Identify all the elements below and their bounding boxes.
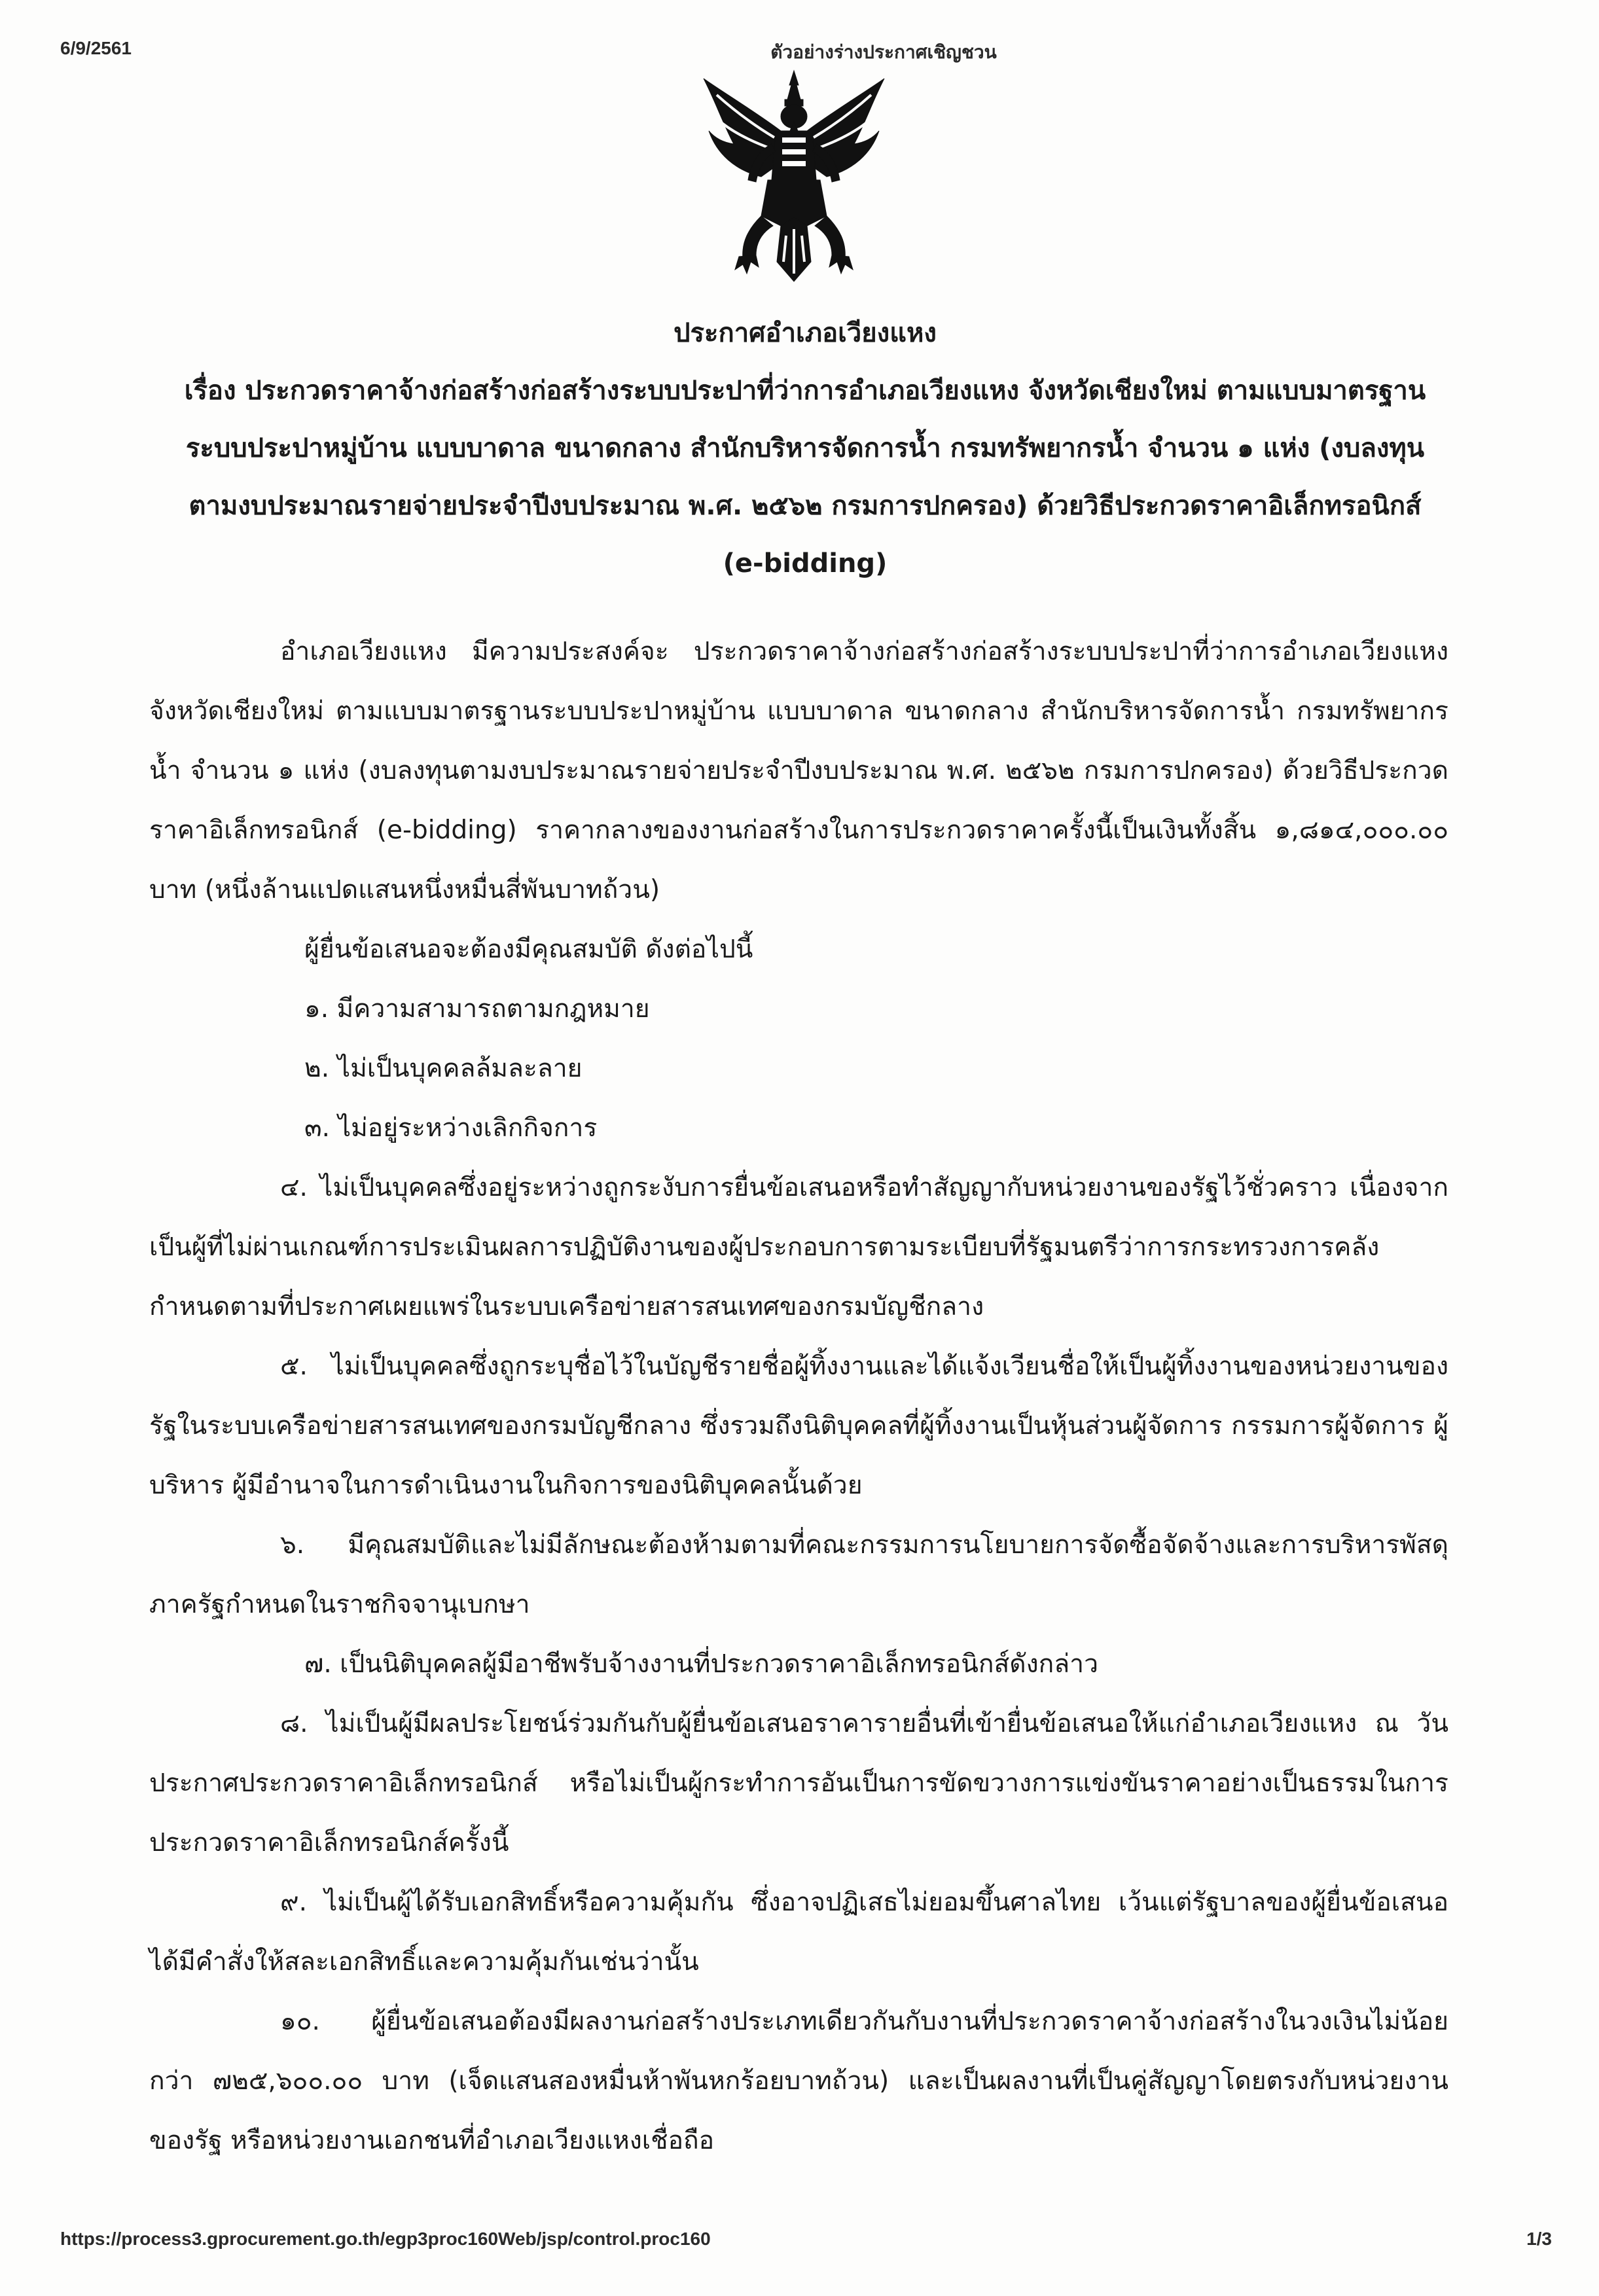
qualification-item: ๙. ไม่เป็นผู้ได้รับเอกสิทธิ์หรือความคุ้มกัน ซึ่งอาจปฏิเสธไม่ยอมขึ้นศาลไทย เว้นแต่รัฐบาลของผู้ยื่นข้อเสนอได้มีคำสั่งให้สละเอกสิทธิ์และความคุ้มกันเช่นว่านั้น — [149, 1888, 1448, 1977]
source-url: https://process3.gprocurement.go.th/egp3proc160Web/jsp/control.proc160 — [60, 2229, 711, 2249]
qualification-item: ๕. ไม่เป็นบุคคลซึ่งถูกระบุชื่อไว้ในบัญชีรายชื่อผู้ทิ้งงานและได้แจ้งเวียนชื่อให้เป็นผู้ทิ้งงานของหน่วยงานของรัฐในระบบเครือข่ายสารสนเทศของกรมบัญชีกลาง ซึ่งรวมถึงนิติบุคคลที่ผู้ทิ้งงานเป็นหุ้นส่วนผู้จัดการ กรรมการผู้จัดการ ผู้บริหาร ผู้มีอำนาจในการดำเนินงานในกิจการของนิติบุคคลนั้นด้วย — [149, 1352, 1448, 1500]
qualification-item: ๓. ไม่อยู่ระหว่างเลิกกิจการ — [304, 1113, 598, 1143]
qualification-heading: ผู้ยื่นข้อเสนอจะต้องมีคุณสมบัติ ดังต่อไปนี้ — [304, 935, 753, 964]
announcement-body — [149, 622, 1448, 2170]
qualification-item: ๑. มีความสามารถตามกฎหมาย — [304, 994, 650, 1024]
issuer-title: ประกาศอำเภอเวียงแหง — [674, 318, 937, 348]
draft-label: ตัวอย่างร่างประกาศเชิญชวน — [770, 41, 997, 63]
qualification-item: ๒. ไม่เป็นบุคคลล้มละลาย — [304, 1054, 583, 1083]
page-number: 1/3 — [1526, 2229, 1552, 2249]
qualification-item: ๘. ไม่เป็นผู้มีผลประโยชน์ร่วมกันกับผู้ยื่นข้อเสนอราคารายอื่นที่เข้ายื่นข้อเสนอให้แก่อำเภอเวียงแหง ณ วันประกาศประกวดราคาอิเล็กทรอนิกส์ หรือไม่เป็นผู้กระทำการอันเป็นการขัดขวางการแข่งขันราคาอย่างเป็นธรรมในการประกวดราคาอิเล็กทรอนิกส์ครั้งนี้ — [149, 1709, 1448, 1857]
qualification-item: ๑๐. ผู้ยื่นข้อเสนอต้องมีผลงานก่อสร้างประเภทเดียวกันกับงานที่ประกวดราคาจ้างก่อสร้างในวงเงินไม่น้อยกว่า ๗๒๕,๖๐๐.๐๐ บาท (เจ็ดแสนสองหมื่นห้าพันหกร้อยบาทถ้วน) และเป็นผลงานที่เป็นคู่สัญญาโดยตรงกับหน่วยงานของรัฐ หรือหน่วยงานเอกชนที่อำเภอเวียงแหงเชื่อถือ — [149, 2007, 1448, 2155]
qualification-item: ๗. เป็นนิติบุคคลผู้มีอาชีพรับจ้างงานที่ประกวดราคาอิเล็กทรอนิกส์ดังกล่าว — [304, 1649, 1098, 1679]
garuda-emblem — [696, 65, 892, 288]
intro-paragraph: อำเภอเวียงแหง มีความประสงค์จะ ประกวดราคาจ้างก่อสร้างก่อสร้างระบบประปาที่ว่าการอำเภอเวียงแหง จังหวัดเชียงใหม่ ตามแบบมาตรฐานระบบประปาหมู่บ้าน แบบบาดาล ขนาดกลาง สำนักบริหารจัดการน้ำ กรมทรัพยากรน้ำ จำนวน ๑ แห่ง (งบลงทุนตามงบประมาณรายจ่ายประจำปีงบประมาณ พ.ศ. ๒๕๖๒ กรมการปกครอง) ด้วยวิธีประกวดราคาอิเล็กทรอนิกส์ (e-bidding) ราคากลางของงานก่อสร้างในการประกวดราคาครั้งนี้เป็นเงินทั้งสิ้น ๑,๘๑๔,๐๐๐.๐๐ บาท (หนึ่งล้านแปดแสนหนึ่งหมื่นสี่พันบาทถ้วน) — [149, 637, 1448, 905]
print-date: 6/9/2561 — [60, 38, 132, 58]
qualification-item: ๔. ไม่เป็นบุคคลซึ่งอยู่ระหว่างถูกระงับการยื่นข้อเสนอหรือทำสัญญากับหน่วยงานของรัฐไว้ชั่วคราว เนื่องจากเป็นผู้ที่ไม่ผ่านเกณฑ์การประเมินผลการปฏิบัติงานของผู้ประกอบการตามระเบียบที่รัฐมนตรีว่าการกระทรวงการคลังกำหนดตามที่ประกาศเผยแพร่ในระบบเครือข่ายสารสนเทศของกรมบัญชีกลาง — [149, 1173, 1448, 1321]
subject-title: เรื่อง ประกวดราคาจ้างก่อสร้างก่อสร้างระบบประปาที่ว่าการอำเภอเวียงแหง จังหวัดเชียงใหม่ ตามแบบมาตรฐานระบบประปาหมู่บ้าน แบบบาดาล ขนาดกลาง สำนักบริหารจัดการน้ำ กรมทรัพยากรน้ำ จำนวน ๑ แห่ง (งบลงทุนตามงบประมาณรายจ่ายประจำปีงบประมาณ พ.ศ. ๒๕๖๒ กรมการปกครอง) ด้วยวิธีประกวดราคาอิเล็กทรอนิกส์ (e-bidding) — [184, 376, 1426, 579]
qualification-item: ๖. มีคุณสมบัติและไม่มีลักษณะต้องห้ามตามที่คณะกรรมการนโยบายการจัดซื้อจัดจ้างและการบริหารพัสดุภาครัฐกำหนดในราชกิจจานุเบกษา — [149, 1530, 1448, 1619]
announcement-heading — [170, 304, 1440, 592]
